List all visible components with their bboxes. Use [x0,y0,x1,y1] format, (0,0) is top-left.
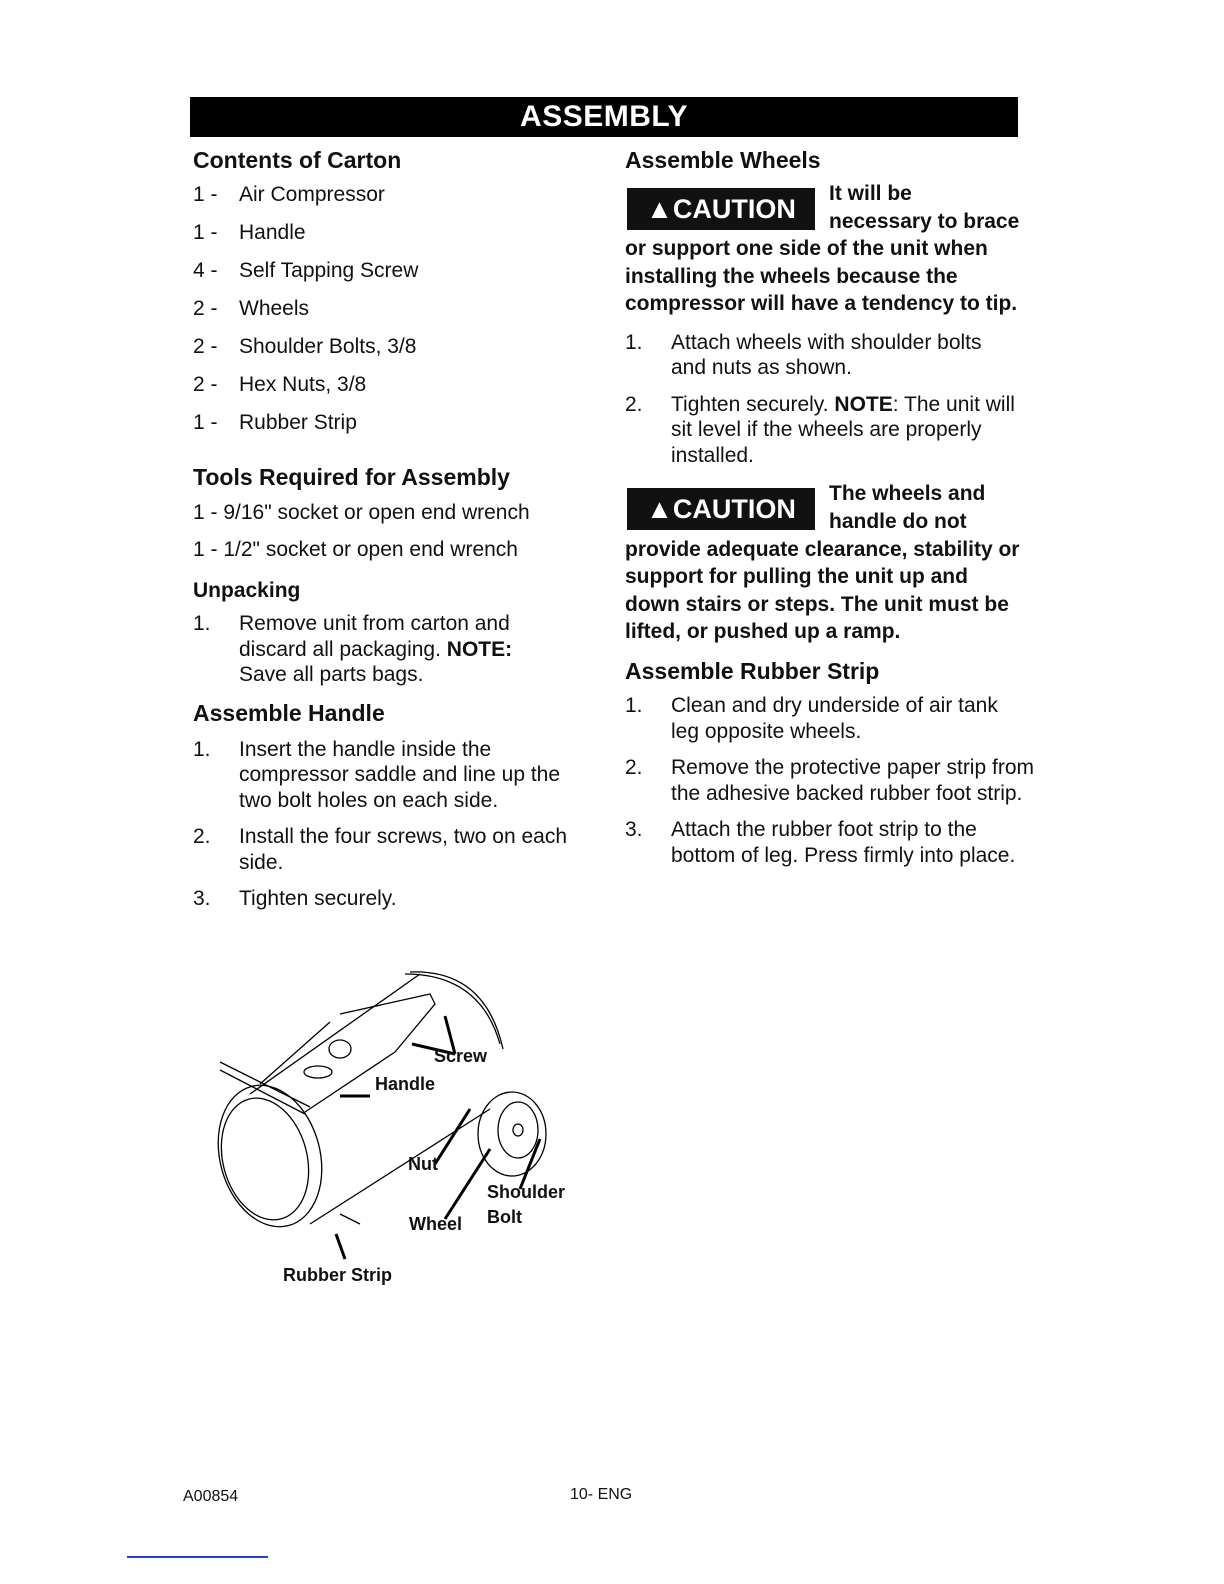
diagram-label-shoulder: Shoulder [487,1181,566,1202]
list-item [193,258,593,296]
step-text: Tighten securely. [239,887,397,910]
rubber-step [625,755,1041,806]
contents-list [193,182,593,448]
qty: 2 - [193,297,218,320]
wheel-illustration [478,1092,546,1176]
diagram-label-wheel: Wheel [409,1213,463,1234]
divider-line [127,1556,268,1558]
step-text: Attach the rubber foot strip to the bottom of leg. Press firmly into place. [671,818,1016,867]
item-name: Self Tapping Screw [239,259,419,282]
step-text: Remove unit from carton and discard all packaging. [239,612,510,661]
step-number: 1. [625,330,643,354]
qty: 2 - [193,335,218,358]
item-name: Handle [239,221,306,244]
step-text: Install the four screws, two on each side. [239,825,567,874]
item-name: Hex Nuts, 3/8 [239,373,367,396]
item-name: Shoulder Bolts, 3/8 [239,335,417,358]
rubber-step [625,693,1020,744]
step-text: Insert the handle inside the compressor saddle and line up the two bolt holes on each side. [239,737,561,812]
caution-text: It will be necessary to brace or support one side of the unit when installing the wheels because the compressor will have a tendency to tip. [625,182,1020,316]
qty: 1 - [193,183,218,206]
wheels-heading: Assemble Wheels [625,147,821,173]
qty: 1 - [193,221,218,244]
step-number: 2. [625,756,643,780]
handle-step [193,886,593,912]
rubber-strip-illustration [340,1214,360,1224]
handle-heading: Assemble Handle [193,699,385,726]
diagram-label-screw: Screw [434,1045,488,1066]
step-text: Clean and dry underside of air tank leg opposite wheels. [671,694,998,743]
caution-notice [625,180,1020,318]
unpacking-step [193,611,559,688]
rubber-step [625,817,1041,868]
caution-notice [625,480,1020,646]
caution-text: The wheels and handle do not provide adequate clearance, stability or support for pulling the unit up and down stairs or steps. The unit must be lifted, or pushed up a ramp. [625,482,1020,644]
diagram-label-nut: Nut [408,1153,438,1174]
qty: 4 - [193,259,218,282]
list-item [193,334,593,372]
handle-illustration [220,994,435,1114]
step-number: 2. [193,825,211,848]
item-name: Wheels [239,297,310,320]
step-text: Remove the protective paper strip from the adhesive backed rubber foot strip. [671,756,1034,805]
step-number: 2. [625,392,643,416]
qty: 2 - [193,373,218,396]
list-item [193,372,593,410]
tool-item: 1 - 9/16" socket or open end wrench [193,501,530,524]
handle-step [193,737,593,814]
step-text: Save all parts bags. [239,663,424,686]
diagram-label-handle: Handle [375,1073,436,1094]
wheels-step [625,392,1020,469]
compressor-assembly-diagram [190,934,590,1294]
contents-heading: Contents of Carton [193,147,402,173]
list-item [193,410,593,448]
step-text: Tighten securely. [671,392,835,416]
step-number: 3. [193,887,211,910]
item-name: Rubber Strip [239,411,357,434]
right-column [625,147,1034,868]
note-label: NOTE: [446,637,513,661]
diagram-label-bolt: Bolt [487,1206,522,1227]
handle-step [193,824,579,875]
rubber-strip-heading: Assemble Rubber Strip [625,658,880,685]
note-label: NOTE [834,392,893,416]
section-title-bar: ASSEMBLY [190,97,1018,137]
tool-item: 1 - 1/2" socket or open end wrench [193,538,518,561]
list-item [193,220,593,258]
list-item [193,296,593,334]
tools-heading: Tools Required for Assembly [193,464,510,490]
qty: 1 - [193,411,218,434]
step-number: 3. [625,818,643,842]
step-number: 1. [625,694,643,718]
page-number: 10- ENG [570,1486,633,1503]
item-name: Air Compressor [239,183,385,206]
document-code: A00854 [183,1488,239,1505]
step-number: 1. [193,737,211,761]
caution-badge: ▲CAUTION [627,488,815,530]
diagram-label-rubber-strip: Rubber Strip [283,1264,393,1285]
wheels-step [625,330,1020,381]
step-text: : The unit will sit level if the wheels are properly installed. [671,392,1015,467]
unpacking-heading: Unpacking [193,579,301,602]
step-number: 1. [193,612,211,635]
list-item [193,182,593,220]
left-column [193,147,593,1294]
step-text: Attach wheels with shoulder bolts and nuts as shown. [671,330,982,380]
caution-badge: ▲CAUTION [627,188,815,230]
compressor-assembly-figure [190,934,590,1294]
